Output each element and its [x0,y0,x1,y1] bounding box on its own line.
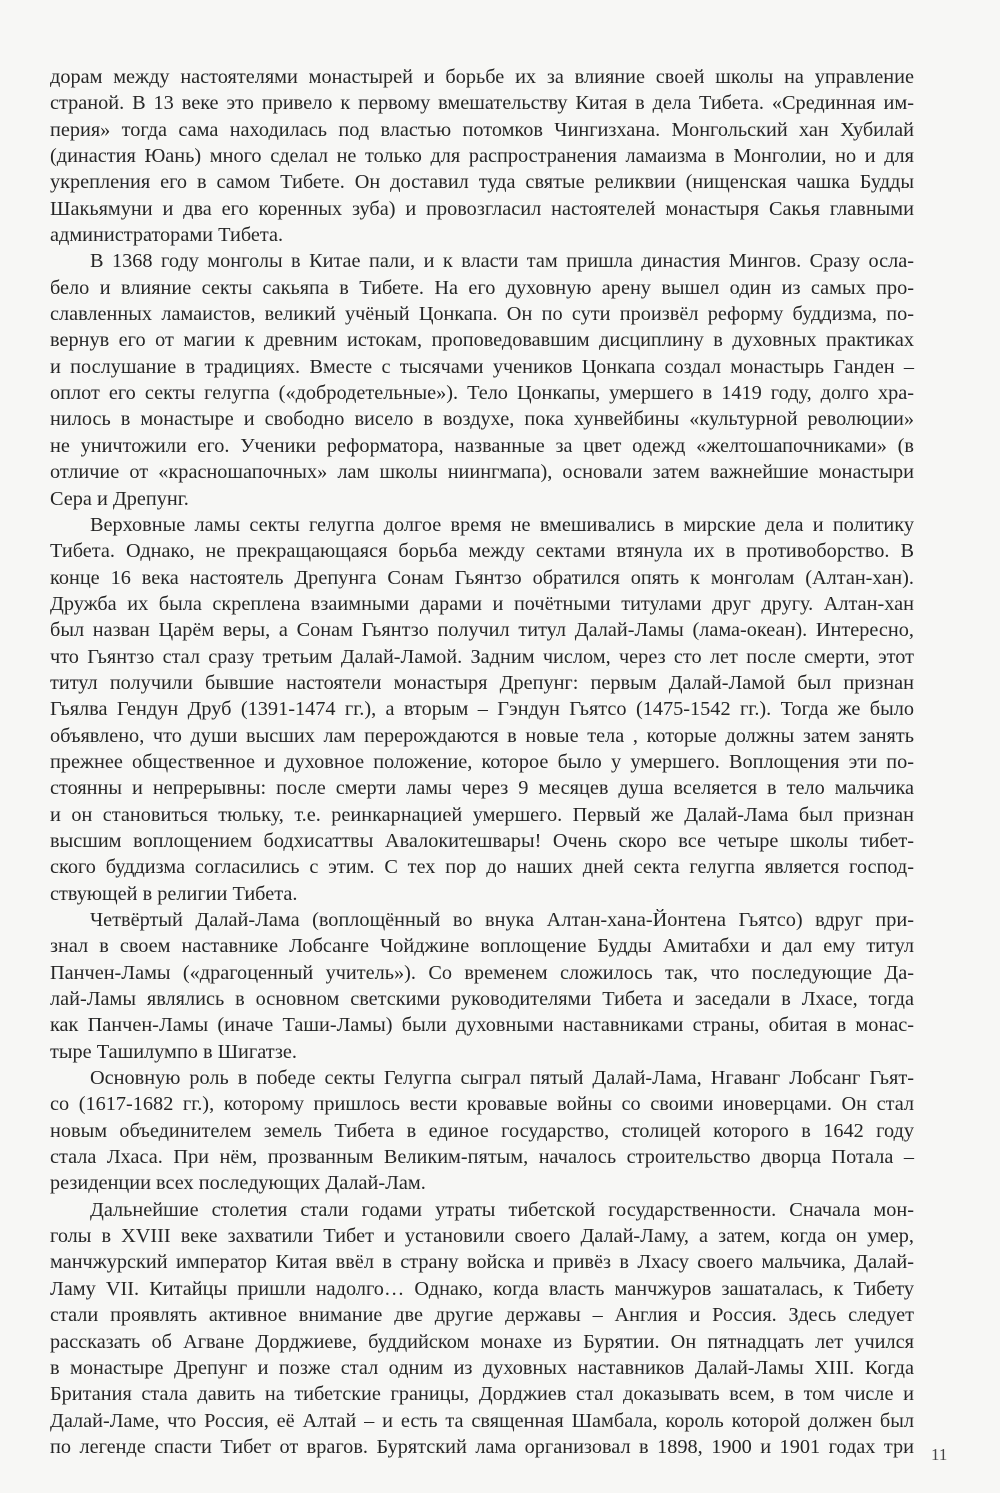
page-number: 11 [931,1445,948,1464]
text-line: по легенде спасти Тибет от врагов. Бурятский лама организовал в 1898, 1900 и 1901 годах три [50,1435,914,1458]
text-line: славленных ламаистов, великий учёный Цонкапа. Он по сути произвёл реформу буддизма, по- [50,303,914,326]
text-line: со (1617-1682 гг.), которому пришлось вести кровавые войны со своими иноверцами. Он стал [50,1093,914,1116]
text-line: Дальнейшие столетия стали годами утраты тибетской государственности. Сначала мон- [90,1198,914,1221]
text-line: знал в своем наставнике Лобсанге Чойджине воплощение Будды Амитабхи и дал ему титул [50,935,914,958]
text-line: лай-Ламы являлись в основном светскими руководителями Тибета и заседали в Лхасе, тогда [50,988,914,1011]
text-line: был назван Царём веры, а Сонам Гьянтзо получил титул Далай-Ламы (лама-океан). Интересно, [50,619,914,642]
text-line: не уничтожили его. Ученики реформатора, названные за цвет одежд «желтошапочниками» (в [50,434,914,457]
text-line: стоянны и непрерывны: после смерти ламы через 9 месяцев душа вселяется в тело мальчика [50,777,914,800]
text-line: Тибета. Однако, не прекращающаяся борьба между сектами втянула их в противоборство. В [50,540,914,563]
text-line: перия» тогда сама находилась под властью потомков Чингизхана. Монгольский хан Хубилай [50,118,914,141]
text-line: манчжурский император Китая ввёл в страну войска и привёз в Лхасу своего мальчика, Далай- [50,1251,914,1274]
page-body [50,64,914,1460]
text-line: конце 16 века настоятель Дрепунга Сонам Гьянтзо обратился опять к монголам (Алтан-хан). [50,566,914,589]
text-line: Верховные ламы секты гелугпа долгое время не вмешивались в мирские дела и политику [90,513,914,536]
text-line: Панчен-Ламы («драгоценный учитель»). Со временем сложилось так, что последующие Да- [50,961,914,984]
text-line: как Панчен-Ламы (иначе Таши-Ламы) были духовными наставниками страны, обитая в монас- [50,1014,914,1037]
text-line: и послушание в традициях. Вместе с тысячами учеников Цонкапа создал монастырь Ганден – [50,355,914,378]
text-line: высшим воплощением бодхисаттвы Авалокитешвары! Очень скоро все четыре школы тибет- [50,829,914,852]
text-line: дорам между настоятелями монастырей и борьбе их за влияние своей школы на управление [50,66,914,88]
text-line: объявлено, что души высших лам перерождаются в новые тела , которые должны затем занять [50,724,914,747]
text-line: Далай-Ламе, что Россия, её Алтай – и есть та священная Шамбала, король которой должен был [50,1409,914,1432]
text-line: рассказать об Агване Дорджиеве, буддийском монахе из Бурятии. Он пятнадцать лет учился [50,1330,914,1353]
text-line: оплот его секты гелугпа («добродетельные»). Тело Цонкапы, умершего в 1419 году, долго хра- [50,382,914,405]
paragraph [50,907,914,1065]
text-line: Ламу VII. Китайцы пришли надолго… Однако, когда власть манчжуров зашаталась, к Тибету [50,1277,914,1300]
text-line: Четвёртый Далай-Лама (воплощённый во внука Алтан-хана-Йонтена Гьятсо) вдруг при- [90,909,914,931]
text-line: что Гьянтзо стал сразу третьим Далай-Ламой. Задним числом, через сто лет после смерти, этот [50,645,914,668]
text-line: голы в XVIII веке захватили Тибет и установили своего Далай-Ламу, а затем, когда он умер, [50,1225,914,1248]
text-line: вернув его от магии к древним истокам, проповедовавшим дисциплину в духовных практиках [50,329,914,352]
text-line: страной. В 13 веке это привело к первому вмешательству Китая в дела Тибета. «Срединная им- [50,92,914,115]
text-line: прежнее общественное и духовное положение, которое было у умершего. Воплощения эти по- [50,750,914,773]
text-line: Гьялва Гендун Друб (1391-1474 гг.), а вторым – Гэндун Гьятсо (1475-1542 гг.). Тогда же было [50,698,914,721]
text-line: и он становиться тюльку, т.е. реинкарнацией умершего. Первый же Далай-Лама был признан [50,803,914,826]
text-line: Британия стала давить на тибетские границы, Дорджиев стал доказывать всем, в том числе и [50,1383,914,1406]
text-line: Шакьямуни и два его коренных зуба) и провозгласил настоятелей монастыря Сакья главными [50,197,914,220]
text-line: ского буддизма согласились с этим. С тех пор до наших дней секта гелугпа является господ- [50,856,914,879]
text-line: бело и влияние секты сакьяпа в Тибете. На его духовную арену вышел один из самых про- [50,276,914,299]
text-line: тыре Ташилумпо в Шигатзе. [50,1040,297,1063]
text-line: Основную роль в победе секты Гелугпа сыграл пятый Далай-Лама, Нгаванг Лобсанг Гьят- [90,1067,914,1090]
text-line: Дружба их была скреплена взаимными дарами и почётными титулами друг другу. Алтан-хан [50,592,914,615]
text-line: новым объединителем земель Тибета в единое государство, столицей которого в 1642 году [50,1119,914,1142]
text-line: титул получили бывшие настоятели монастыря Дрепунг: первым Далай-Ламой был признан [50,671,914,694]
text-line: стала Лхаса. При нём, прозванным Великим-пятым, началось строительство дворца Потала – [50,1146,914,1169]
text-line: в монастыре Дрепунг и позже стал одним из духовных наставников Далай-Ламы XIII. Когда [50,1356,914,1379]
text-line: В 1368 году монголы в Китае пали, и к власти там пришла династия Мингов. Сразу осла- [90,250,914,273]
text-line: стали проявлять активное внимание две другие державы – Англия и Россия. Здесь следует [50,1304,914,1327]
text-line: (династия Юань) много сделал не только для распространения ламаизма в Монголии, но и для [50,145,914,168]
text-line: резиденции всех последующих Далай-Лам. [50,1172,426,1195]
text-line: нилось в монастыре и свободно висело в воздухе, пока хунвейбины «культурной революции» [50,408,914,431]
text-line: отличие от «красношапочных» лам школы ниингмапа), основали затем важнейшие монастыри [50,461,914,484]
paragraph [50,64,914,248]
text-line: укрепления его в самом Тибете. Он доставил туда святые реликвии (нищенская чашка Будды [50,171,914,194]
text-line: администраторами Тибета. [50,224,284,247]
paragraph [50,512,914,907]
text-line: ствующей в религии Тибета. [50,882,298,905]
paragraph [50,248,914,511]
text-line: Сера и Дрепунг. [50,487,189,510]
paragraph [50,1197,914,1460]
paragraph [50,1065,914,1197]
